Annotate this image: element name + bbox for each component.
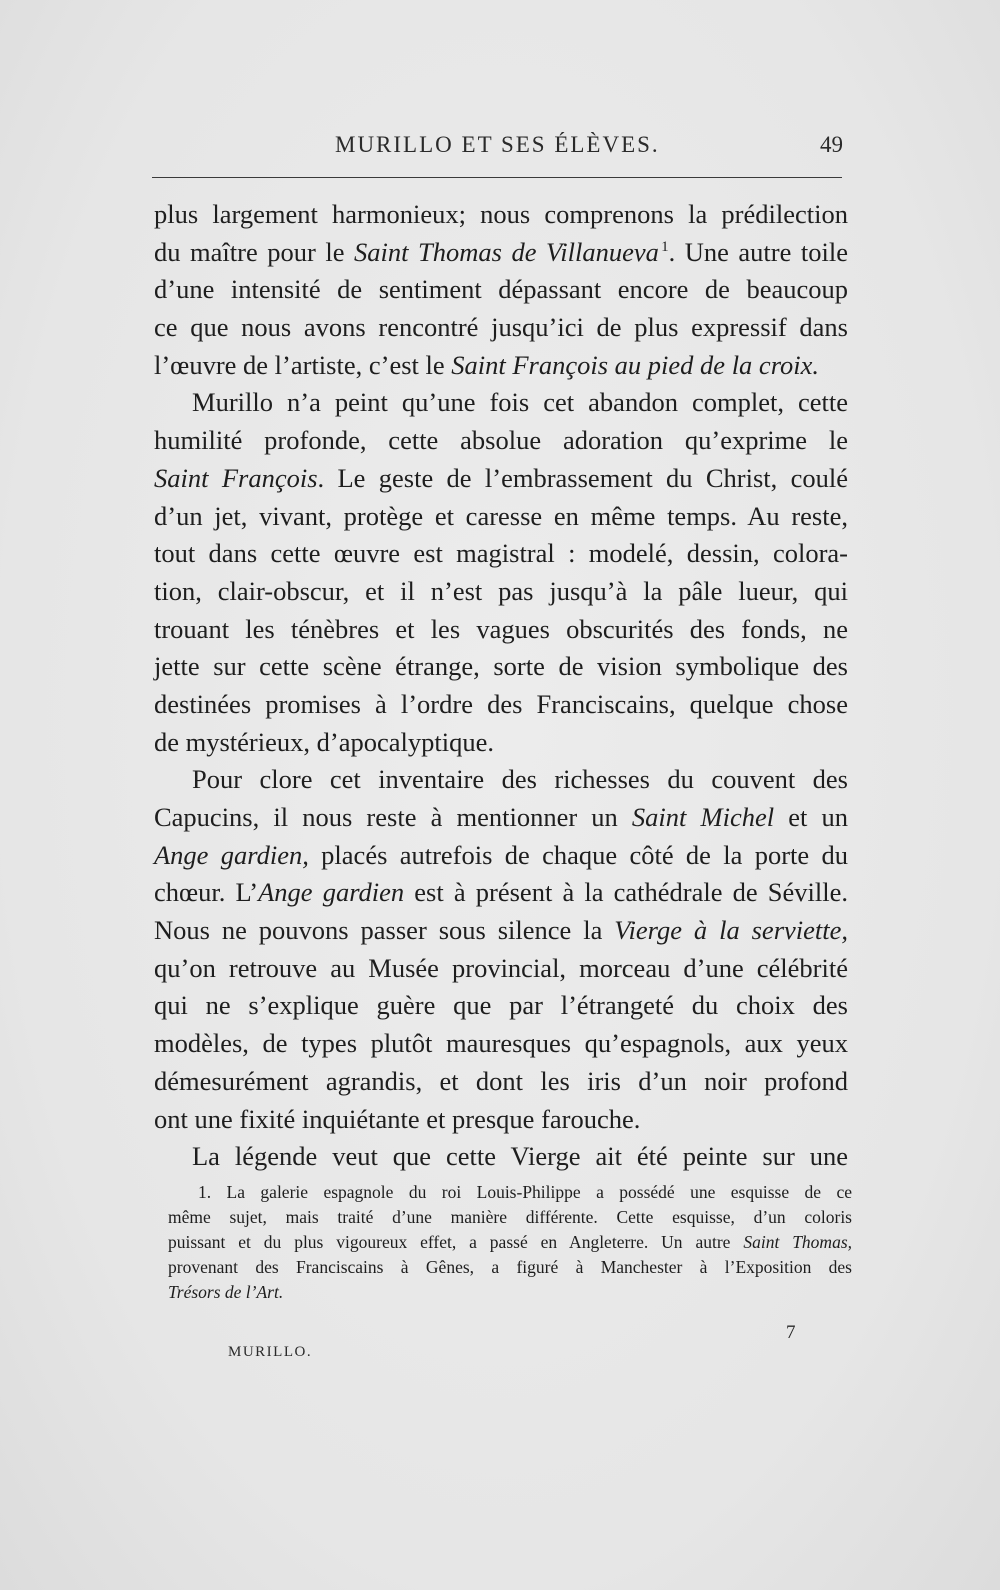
text-line: ont une fixité inquiétante et presque farouche.	[154, 1103, 641, 1134]
work-title: Saint Thomas de Villanueva	[354, 236, 659, 267]
text-line: tion, clair-obscur, et il n’est pas jusqu’à la pâle lueur, qui	[154, 575, 848, 606]
page-number: 49	[820, 132, 843, 157]
text-line: ce que nous avons rencontré jusqu’ici de plus expressif dans	[154, 312, 848, 343]
footnote-line: même sujet, mais traité d’une manière différente. Cette esquisse, d’un coloris	[168, 1207, 852, 1227]
text-line: Murillo n’a peint qu’une fois cet abandon complet, cette	[192, 387, 848, 418]
text-line: d’un jet, vivant, protège et caresse en même temps. Au reste,	[154, 500, 848, 531]
work-title: Saint Michel	[631, 802, 775, 832]
signature-mark: MURILLO.	[228, 1344, 313, 1360]
work-title: Vierge à la serviette,	[614, 915, 849, 946]
work-title: Saint François au pied de la croix.	[451, 349, 820, 380]
text-line: La légende veut que cette Vierge ait été peinte sur une	[192, 1141, 848, 1172]
running-head	[155, 128, 845, 168]
body-text	[154, 196, 848, 1176]
text-line: Saint François. Le geste de l’embrassement du Christ, coulé	[154, 462, 849, 493]
work-title: Saint Thomas,	[743, 1232, 853, 1252]
text-line: Pour clore cet inventaire des richesses du couvent des	[192, 764, 848, 795]
text-line: jette sur cette scène étrange, sorte de vision symbolique des	[154, 651, 848, 682]
text-line: chœur. L’Ange gardien est à présent à la cathédrale de Séville.	[154, 877, 848, 908]
text-line: l’œuvre de l’artiste, c’est le Saint François au pied de la croix.	[154, 349, 820, 380]
text-line: Nous ne pouvons passer sous silence la Vierge à la serviette,	[154, 915, 849, 946]
running-title: MURILLO ET SES ÉLÈVES.	[335, 132, 660, 157]
text-line: du maître pour le Saint Thomas de Villanueva $^1$. Une autre toile	[154, 236, 848, 267]
text-line: destinées promises à l’ordre des Franciscains, quelque chose	[154, 688, 848, 719]
text-line: Ange gardien, placés autrefois de chaque côté de la porte du	[154, 839, 848, 870]
work-title: Saint François	[154, 462, 318, 493]
text-line: démesurément agrandis, et dont les iris d’un noir profond	[154, 1065, 848, 1096]
footnote-line: puissant et du plus vigoureux effet, a passé en Angleterre. Un autre Saint Thomas,	[168, 1232, 853, 1252]
footnote-ref: 1	[661, 238, 669, 255]
text-line: d’une intensité de sentiment dépassant encore de beaucoup	[154, 274, 848, 305]
footnote-line: Trésors de l’Art.	[168, 1282, 284, 1302]
text-line: Capucins, il nous reste à mentionner un Saint Michel et un	[154, 802, 848, 832]
text-line: qu’on retrouve au Musée provincial, morceau d’une célébrité	[154, 952, 848, 983]
signature-number: 7	[786, 1322, 796, 1343]
text-line: tout dans cette œuvre est magistral : modelé, dessin, colora-	[154, 538, 848, 569]
text-line: de mystérieux, d’apocalyptique.	[154, 726, 494, 757]
header-rule	[152, 177, 842, 178]
text-line: modèles, de types plutôt mauresques qu’espagnols, aux yeux	[154, 1028, 848, 1059]
footnote	[168, 1180, 852, 1305]
text-line: qui ne s’explique guère que par l’étrangeté du choix des	[154, 990, 848, 1021]
work-title: Ange gardien	[258, 877, 405, 908]
footnote-line: 1. La galerie espagnole du roi Louis-Philippe a possédé une esquisse de ce	[198, 1182, 852, 1202]
text-line: trouant les ténèbres et les vagues obscurités des fonds, ne	[154, 613, 848, 644]
text-line: humilité profonde, cette absolue adoration qu’exprime le	[154, 425, 848, 456]
text-line: plus largement harmonieux; nous comprenons la prédilection	[154, 199, 848, 229]
footnote-line: provenant des Franciscains à Gênes, a figuré à Manchester à l’Exposition des	[168, 1257, 852, 1277]
work-title: Ange gardien,	[154, 839, 309, 870]
